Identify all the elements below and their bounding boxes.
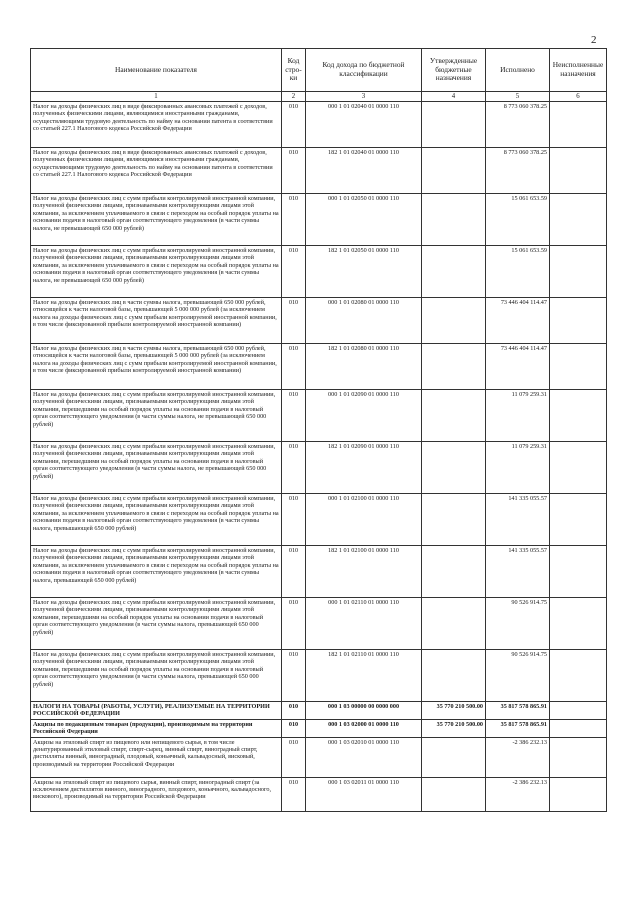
executed-amount-cell: -2 386 232.13: [486, 737, 550, 777]
executed-amount-cell: 8 773 060 378.25: [486, 148, 550, 194]
table-row: [31, 390, 607, 442]
budget-execution-table: [30, 48, 607, 812]
header-indicator-name: Наименование показателя: [31, 49, 282, 92]
budget-classification-code-cell: 182 1 01 02050 01 0000 110: [306, 246, 422, 298]
indicator-name-cell: Налог на доходы физических лиц с сумм прибыли контролируемой иностранной компании, полученной физическими лицами, признаваемыми контролирующими лицами этой компании, за исключением уплачиваемого в связи с переходом на особый порядок уплаты на основании подачи в налоговый орган соответствующего уведомления (в части суммы налога, не превышающей 650 000 рублей): [31, 246, 282, 298]
budget-classification-code-cell: 182 1 01 02090 01 0000 110: [306, 442, 422, 494]
budget-classification-code-cell: 182 1 01 02100 01 0000 110: [306, 546, 422, 598]
executed-amount-cell: 11 079 259.31: [486, 390, 550, 442]
indicator-name-cell: Налог на доходы физических лиц с сумм прибыли контролируемой иностранной компании, полученной физическими лицами, признаваемыми контролирующими лицами этой компании, за исключением уплачиваемого в связи с переходом на особый порядок уплаты на основании подачи в налоговый орган соответствующего уведомления (в части суммы налога, не превышающей 650 000 рублей): [31, 194, 282, 246]
executed-amount-cell: 90 526 914.75: [486, 598, 550, 650]
budget-classification-code-cell: 000 1 03 00000 00 0000 000: [306, 702, 422, 720]
unexecuted-amount-cell: [550, 494, 607, 546]
header-executed: Исполнено: [486, 49, 550, 92]
table-row: [31, 777, 607, 811]
budget-classification-code-cell: 000 1 03 02011 01 0000 110: [306, 777, 422, 811]
indicator-name-cell: Налог на доходы физических лиц с сумм прибыли контролируемой иностранной компании, полученной физическими лицами, признаваемыми контролирующими лицами этой компании, перешедшими на особый порядок уплаты на основании подачи в налоговый орган соответствующего уведомления (в части суммы налога, превышающей 650 000 рублей): [31, 598, 282, 650]
approved-amount-cell: [422, 344, 486, 390]
budget-classification-code-cell: 182 1 01 02110 01 0000 110: [306, 650, 422, 702]
line-code-cell: 010: [282, 719, 306, 737]
header-line-code: Код стро- ки: [282, 49, 306, 92]
executed-amount-cell: 73 446 404 114.47: [486, 298, 550, 344]
line-code-cell: 010: [282, 737, 306, 777]
indicator-name-cell: Налог на доходы физических лиц в части суммы налога, превышающей 650 000 рублей, относящейся к части налоговой базы, превышающей 5 000 000 рублей (за исключением налога на доходы физических лиц с сумм прибыли контролируемой иностранной компании, в том числе фиксированной прибыли контролируемой иностранной компании): [31, 298, 282, 344]
unexecuted-amount-cell: [550, 737, 607, 777]
table-row: [31, 494, 607, 546]
line-code-cell: 010: [282, 598, 306, 650]
budget-classification-code-cell: 182 1 01 02080 01 0000 110: [306, 344, 422, 390]
indicator-name-cell: Налог на доходы физических лиц в виде фиксированных авансовых платежей с доходов, полученных физическими лицами, являющимися иностранными гражданами, осуществляющими трудовую деятельность по найму на основании патента в соответствии со статьей 227.1 Налогового кодекса Российской Федерации: [31, 102, 282, 148]
budget-classification-code-cell: 000 1 01 02090 01 0000 110: [306, 390, 422, 442]
approved-amount-cell: [422, 298, 486, 344]
line-code-cell: 010: [282, 650, 306, 702]
unexecuted-amount-cell: [550, 148, 607, 194]
indicator-name-cell: Налог на доходы физических лиц в части суммы налога, превышающей 650 000 рублей, относящейся к части налоговой базы, превышающей 5 000 000 рублей (за исключением налога на доходы физических лиц с сумм прибыли контролируемой иностранной компании, в том числе фиксированной прибыли контролируемой иностранной компании): [31, 344, 282, 390]
unexecuted-amount-cell: [550, 194, 607, 246]
line-code-cell: 010: [282, 390, 306, 442]
approved-amount-cell: [422, 442, 486, 494]
budget-classification-code-cell: 000 1 03 02000 01 0000 110: [306, 719, 422, 737]
indicator-name-cell: Акцизы по подакцизным товарам (продукции), производимым на территории Российской Федерации: [31, 719, 282, 737]
unexecuted-amount-cell: [550, 546, 607, 598]
unexecuted-amount-cell: [550, 650, 607, 702]
approved-amount-cell: [422, 494, 486, 546]
header-row: [31, 49, 607, 92]
executed-amount-cell: 11 079 259.31: [486, 442, 550, 494]
unexecuted-amount-cell: [550, 719, 607, 737]
line-code-cell: 010: [282, 246, 306, 298]
table-row: [31, 148, 607, 194]
approved-amount-cell: [422, 650, 486, 702]
executed-amount-cell: 15 061 653.59: [486, 246, 550, 298]
indicator-name-cell: Налог на доходы физических лиц с сумм прибыли контролируемой иностранной компании, полученной физическими лицами, признаваемыми контролирующими лицами этой компании, перешедшими на особый порядок уплаты на основании подачи в налоговый орган соответствующего уведомления (в части суммы налога, не превышающей 650 000 рублей): [31, 390, 282, 442]
table-row: [31, 598, 607, 650]
approved-amount-cell: 35 770 210 500.00: [422, 719, 486, 737]
table-row: [31, 442, 607, 494]
approved-amount-cell: [422, 598, 486, 650]
table-row: [31, 737, 607, 777]
indicator-name-cell: Акцизы на этиловый спирт из пищевого или непищевого сырья, в том числе денатурированный этиловый спирт, спирт-сырец, винный спирт, виноградный спирт, дистилляты винный, виноградный, плодовый, коньячный, кальвадосный, висковый, производимый на территории Российской Федерации: [31, 737, 282, 777]
indicator-name-cell: Налог на доходы физических лиц с сумм прибыли контролируемой иностранной компании, полученной физическими лицами, признаваемыми контролирующими лицами этой компании, перешедшими на особый порядок уплаты на основании подачи в налоговый орган соответствующего уведомления (в части суммы налога, превышающей 650 000 рублей): [31, 650, 282, 702]
line-code-cell: 010: [282, 344, 306, 390]
line-code-cell: 010: [282, 194, 306, 246]
executed-amount-cell: 35 817 578 865.91: [486, 702, 550, 720]
budget-classification-code-cell: 182 1 01 02040 01 0000 110: [306, 148, 422, 194]
approved-amount-cell: [422, 546, 486, 598]
unexecuted-amount-cell: [550, 777, 607, 811]
budget-classification-code-cell: 000 1 01 02100 01 0000 110: [306, 494, 422, 546]
executed-amount-cell: 73 446 404 114.47: [486, 344, 550, 390]
budget-classification-code-cell: 000 1 01 02080 01 0000 110: [306, 298, 422, 344]
line-code-cell: 010: [282, 442, 306, 494]
column-number: 2: [282, 92, 306, 102]
executed-amount-cell: 90 526 914.75: [486, 650, 550, 702]
executed-amount-cell: 141 335 055.57: [486, 494, 550, 546]
table-row: [31, 194, 607, 246]
table-row: [31, 246, 607, 298]
unexecuted-amount-cell: [550, 598, 607, 650]
unexecuted-amount-cell: [550, 298, 607, 344]
line-code-cell: 010: [282, 494, 306, 546]
indicator-name-cell: Акцизы на этиловый спирт из пищевого сырья, винный спирт, виноградный спирт (за исключением дистиллятов винного, виноградного, плодового, коньячного, кальвадосного, вискового), производимый на территории Российской Федерации: [31, 777, 282, 811]
executed-amount-cell: -2 386 232.13: [486, 777, 550, 811]
indicator-name-cell: Налог на доходы физических лиц с сумм прибыли контролируемой иностранной компании, полученной физическими лицами, признаваемыми контролирующими лицами этой компании, за исключением уплачиваемого в связи с переходом на особый порядок уплаты на основании подачи в налоговый орган соответствующего уведомления (в части суммы налога, превышающей 650 000 рублей): [31, 494, 282, 546]
page-number: 2: [591, 34, 597, 46]
unexecuted-amount-cell: [550, 102, 607, 148]
column-number: 1: [31, 92, 282, 102]
table-row: [31, 344, 607, 390]
indicator-name-cell: Налог на доходы физических лиц с сумм прибыли контролируемой иностранной компании, полученной физическими лицами, признаваемыми контролирующими лицами этой компании, перешедшими на особый порядок уплаты на основании подачи в налоговый орган соответствующего уведомления (в части суммы налога, не превышающей 650 000 рублей): [31, 442, 282, 494]
line-code-cell: 010: [282, 777, 306, 811]
budget-classification-code-cell: 000 1 01 02050 01 0000 110: [306, 194, 422, 246]
executed-amount-cell: 141 335 055.57: [486, 546, 550, 598]
column-number: 4: [422, 92, 486, 102]
header-unexecuted-assignments: Неисполненные назначения: [550, 49, 607, 92]
unexecuted-amount-cell: [550, 442, 607, 494]
table-row: [31, 719, 607, 737]
approved-amount-cell: 35 770 210 500.00: [422, 702, 486, 720]
table-row: [31, 702, 607, 720]
unexecuted-amount-cell: [550, 344, 607, 390]
approved-amount-cell: [422, 737, 486, 777]
indicator-name-cell: Налог на доходы физических лиц с сумм прибыли контролируемой иностранной компании, полученной физическими лицами, признаваемыми контролирующими лицами этой компании, за исключением уплачиваемого в связи с переходом на особый порядок уплаты на основании подачи в налоговый орган соответствующего уведомления (в части суммы налога, превышающей 650 000 рублей): [31, 546, 282, 598]
table-row: [31, 298, 607, 344]
unexecuted-amount-cell: [550, 246, 607, 298]
unexecuted-amount-cell: [550, 390, 607, 442]
indicator-name-cell: Налог на доходы физических лиц в виде фиксированных авансовых платежей с доходов, полученных физическими лицами, являющимися иностранными гражданами, осуществляющими трудовую деятельность по найму на основании патента в соответствии со статьей 227.1 Налогового кодекса Российской Федерации: [31, 148, 282, 194]
column-number: 3: [306, 92, 422, 102]
line-code-cell: 010: [282, 298, 306, 344]
approved-amount-cell: [422, 777, 486, 811]
line-code-cell: 010: [282, 148, 306, 194]
column-number: 6: [550, 92, 607, 102]
table-row: [31, 102, 607, 148]
executed-amount-cell: 35 817 578 865.91: [486, 719, 550, 737]
approved-amount-cell: [422, 194, 486, 246]
line-code-cell: 010: [282, 546, 306, 598]
executed-amount-cell: 15 061 653.59: [486, 194, 550, 246]
unexecuted-amount-cell: [550, 702, 607, 720]
approved-amount-cell: [422, 390, 486, 442]
table-row: [31, 546, 607, 598]
approved-amount-cell: [422, 102, 486, 148]
column-number-row: [31, 92, 607, 102]
approved-amount-cell: [422, 246, 486, 298]
approved-amount-cell: [422, 148, 486, 194]
executed-amount-cell: 8 773 060 378.25: [486, 102, 550, 148]
table-row: [31, 650, 607, 702]
header-budget-classification-code: Код дохода по бюджетной классификации: [306, 49, 422, 92]
indicator-name-cell: НАЛОГИ НА ТОВАРЫ (РАБОТЫ, УСЛУГИ), РЕАЛИЗУЕМЫЕ НА ТЕРРИТОРИИ РОССИЙСКОЙ ФЕДЕРАЦИИ: [31, 702, 282, 720]
budget-classification-code-cell: 000 1 01 02110 01 0000 110: [306, 598, 422, 650]
header-approved-assignments: Утвержденные бюджетные назначения: [422, 49, 486, 92]
budget-classification-code-cell: 000 1 03 02010 01 0000 110: [306, 737, 422, 777]
line-code-cell: 010: [282, 702, 306, 720]
line-code-cell: 010: [282, 102, 306, 148]
column-number: 5: [486, 92, 550, 102]
budget-classification-code-cell: 000 1 01 02040 01 0000 110: [306, 102, 422, 148]
